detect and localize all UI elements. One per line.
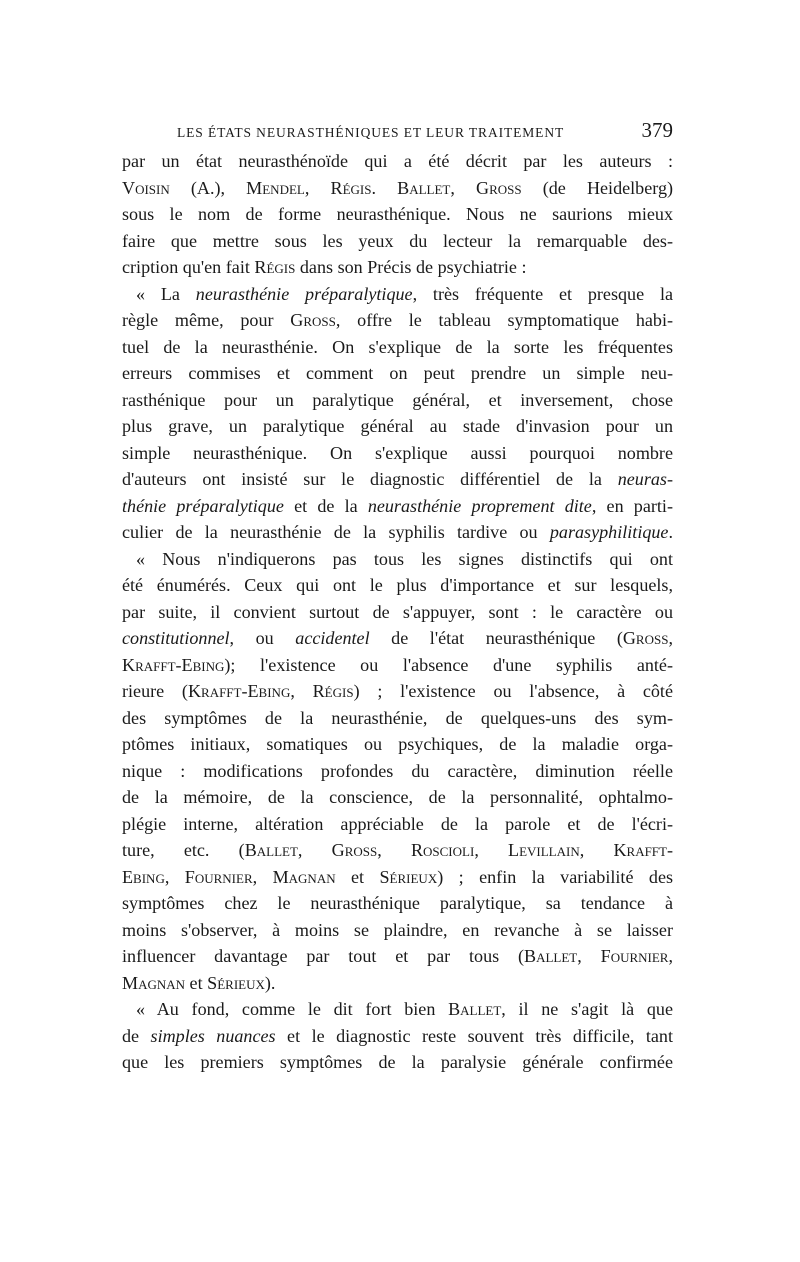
author-name: Fournier: [600, 946, 669, 966]
text-line: erreurs commises et comment on peut prendre un simple neu-: [122, 363, 673, 383]
text-span: culier de la neurasthénie de la syphilis tardive ou: [122, 522, 550, 542]
text-line: de la mémoire, de la conscience, de la personnalité, ophtalmo-: [122, 787, 673, 807]
text-span: ture, etc. (: [122, 840, 245, 860]
author-name: Gross: [290, 310, 336, 330]
text-line: tuel de la neurasthénie. On s'explique de la sorte les fréquentes: [122, 336, 673, 357]
text-span: ,: [577, 946, 601, 966]
text-line: été énumérés. Ceux qui ont le plus d'importance et sur lesquels,: [122, 575, 673, 595]
text-line: [122, 678, 673, 705]
text-span: ,: [304, 177, 331, 198]
text-span: ,: [297, 840, 332, 860]
text-line: « Nous n'indiquerons pas tous les signes distinctifs qui ont: [136, 548, 673, 569]
text-line: [122, 1023, 673, 1050]
text-line: par suite, il convient surtout de s'appuyer, sont : le caractère ou: [122, 601, 673, 622]
author-name: Gross: [331, 840, 378, 860]
text-span: et: [185, 972, 208, 993]
text-line: symptômes chez le neurasthénique paralytique, sa tendance à: [122, 893, 673, 913]
text-line: ptômes initiaux, somatiques ou psychiques, de la maladie orga-: [122, 734, 673, 754]
text-line: plégie interne, altération appréciable de la parole et de l'écri-: [122, 813, 673, 834]
text-span: ,: [164, 866, 185, 887]
italic-term: constitutionnel: [122, 628, 230, 648]
text-line: [122, 652, 673, 679]
text-span: ) ; enfin la variabilité des: [437, 866, 673, 887]
text-span: d'auteurs ont insisté sur le diagnostic différentiel de la: [122, 469, 618, 489]
text-span: règle même, pour: [122, 310, 291, 330]
text-span: , très fréquente et presque la: [412, 283, 673, 304]
text-line: [122, 466, 673, 493]
running-title: LES ÉTATS NEURASTHÉNIQUES ET LEUR TRAITEMENT: [177, 125, 565, 140]
text-span: « Au fond, comme le dit fort bien: [136, 999, 449, 1019]
text-span: influencer davantage par tout et par tous (: [122, 946, 525, 966]
paragraph-4: [122, 996, 673, 1076]
text-span: dans son Précis de psychiatrie :: [295, 257, 527, 277]
author-name: Krafft-Ebing: [187, 681, 291, 701]
text-line: [122, 970, 673, 997]
author-name: Fournier: [184, 866, 253, 887]
text-line: [122, 996, 673, 1023]
author-name: Ballet: [397, 177, 451, 198]
text-span: .: [371, 177, 398, 198]
text-span: rieure (: [122, 681, 188, 701]
author-name: Régis: [254, 257, 296, 277]
text-span: ) ; l'existence ou l'absence, à côté: [353, 681, 673, 701]
italic-term: neurasthénie préparalytique: [195, 283, 413, 304]
text-line: [122, 519, 673, 546]
author-name: Krafft-Ebing: [122, 654, 225, 675]
text-line: faire que mettre sous les yeux du lecteur la remarquable des-: [122, 230, 673, 251]
text-line: nique : modifications profondes du caractère, diminution réelle: [122, 760, 673, 781]
text-span: et: [335, 866, 380, 887]
text-line: [122, 864, 673, 891]
italic-term: thénie préparalytique: [122, 495, 284, 516]
text-span: , ou: [229, 628, 296, 648]
italic-term: neurasthénie proprement dite: [367, 495, 592, 516]
author-name: Ebing: [122, 866, 165, 887]
text-line: [122, 175, 673, 202]
text-line: plus grave, un paralytique général au stade d'invasion pour un: [122, 416, 673, 436]
text-line: [122, 837, 673, 864]
text-span: , il ne s'agit là que: [501, 999, 673, 1019]
text-span: , en parti-: [591, 495, 673, 516]
text-span: ,: [668, 628, 673, 648]
text-line: sous le nom de forme neurasthénique. Nous ne saurions mieux: [122, 204, 673, 224]
page-number: 379: [641, 118, 673, 142]
text-line: par un état neurasthénoïde qui a été décrit par les auteurs :: [122, 151, 673, 171]
text-span: et de la: [283, 495, 368, 516]
italic-term: simples nuances: [150, 1025, 276, 1046]
text-span: , offre le tableau symptomatique habi-: [335, 310, 673, 330]
paragraph-2: [122, 281, 673, 546]
author-name: Magnan: [122, 972, 186, 993]
text-span: ,: [290, 681, 313, 701]
text-span: « La: [136, 283, 196, 304]
text-span: ,: [450, 177, 477, 198]
author-name: Gross: [476, 177, 522, 198]
text-span: ,: [668, 946, 673, 966]
text-span: cription qu'en fait: [122, 257, 255, 277]
text-line: simple neurasthénique. On s'explique aussi pourquoi nombre: [122, 442, 673, 463]
page-header: [177, 118, 673, 144]
author-name: Régis: [330, 177, 372, 198]
author-name: Voisin: [122, 177, 170, 198]
author-name: Sérieux: [379, 866, 438, 887]
italic-term: parasyphilitique: [549, 522, 669, 542]
text-span: (A.),: [169, 177, 247, 198]
text-line: [122, 943, 673, 970]
text-line: [122, 281, 673, 308]
author-name: Régis: [312, 681, 354, 701]
paragraph-1: [122, 148, 673, 281]
text-line: des symptômes de la neurasthénie, de quelques-uns des sym-: [122, 707, 673, 728]
text-line: rasthénique pour un paralytique général, et inversement, chose: [122, 389, 673, 410]
text-line: [122, 493, 673, 520]
text-span: .: [668, 522, 673, 542]
text-span: ,: [377, 840, 411, 860]
page-body: [122, 148, 673, 1076]
text-span: et le diagnostic reste souvent très difficile, tant: [275, 1025, 673, 1046]
paragraph-3: [122, 546, 673, 997]
text-line: [122, 625, 673, 652]
text-span: de l'état neurasthénique (: [369, 628, 623, 648]
author-name: Roscioli: [410, 840, 475, 860]
italic-term: neuras-: [617, 469, 673, 489]
author-name: Ballet: [524, 946, 578, 966]
author-name: Ballet: [244, 840, 298, 860]
text-line: [122, 307, 673, 334]
text-span: ,: [252, 866, 273, 887]
author-name: Krafft-: [613, 840, 673, 860]
text-span: ,: [579, 840, 614, 860]
author-name: Gross: [622, 628, 669, 648]
author-name: Levillain: [508, 840, 580, 860]
text-line: que les premiers symptômes de la paralysie générale confirmée: [122, 1052, 673, 1072]
text-line: moins s'observer, à moins se plaindre, en revanche à se laisser: [122, 919, 673, 940]
text-span: de: [122, 1025, 151, 1046]
text-span: (de Heidelberg): [521, 177, 673, 198]
author-name: Sérieux: [207, 972, 265, 993]
text-span: ,: [474, 840, 509, 860]
text-span: ).: [264, 972, 276, 993]
text-line: [122, 254, 673, 281]
author-name: Magnan: [272, 866, 336, 887]
author-name: Mendel: [246, 177, 305, 198]
author-name: Ballet: [448, 999, 502, 1019]
italic-term: accidentel: [295, 628, 370, 648]
text-span: ); l'existence ou l'absence d'une syphilis anté-: [224, 654, 673, 675]
